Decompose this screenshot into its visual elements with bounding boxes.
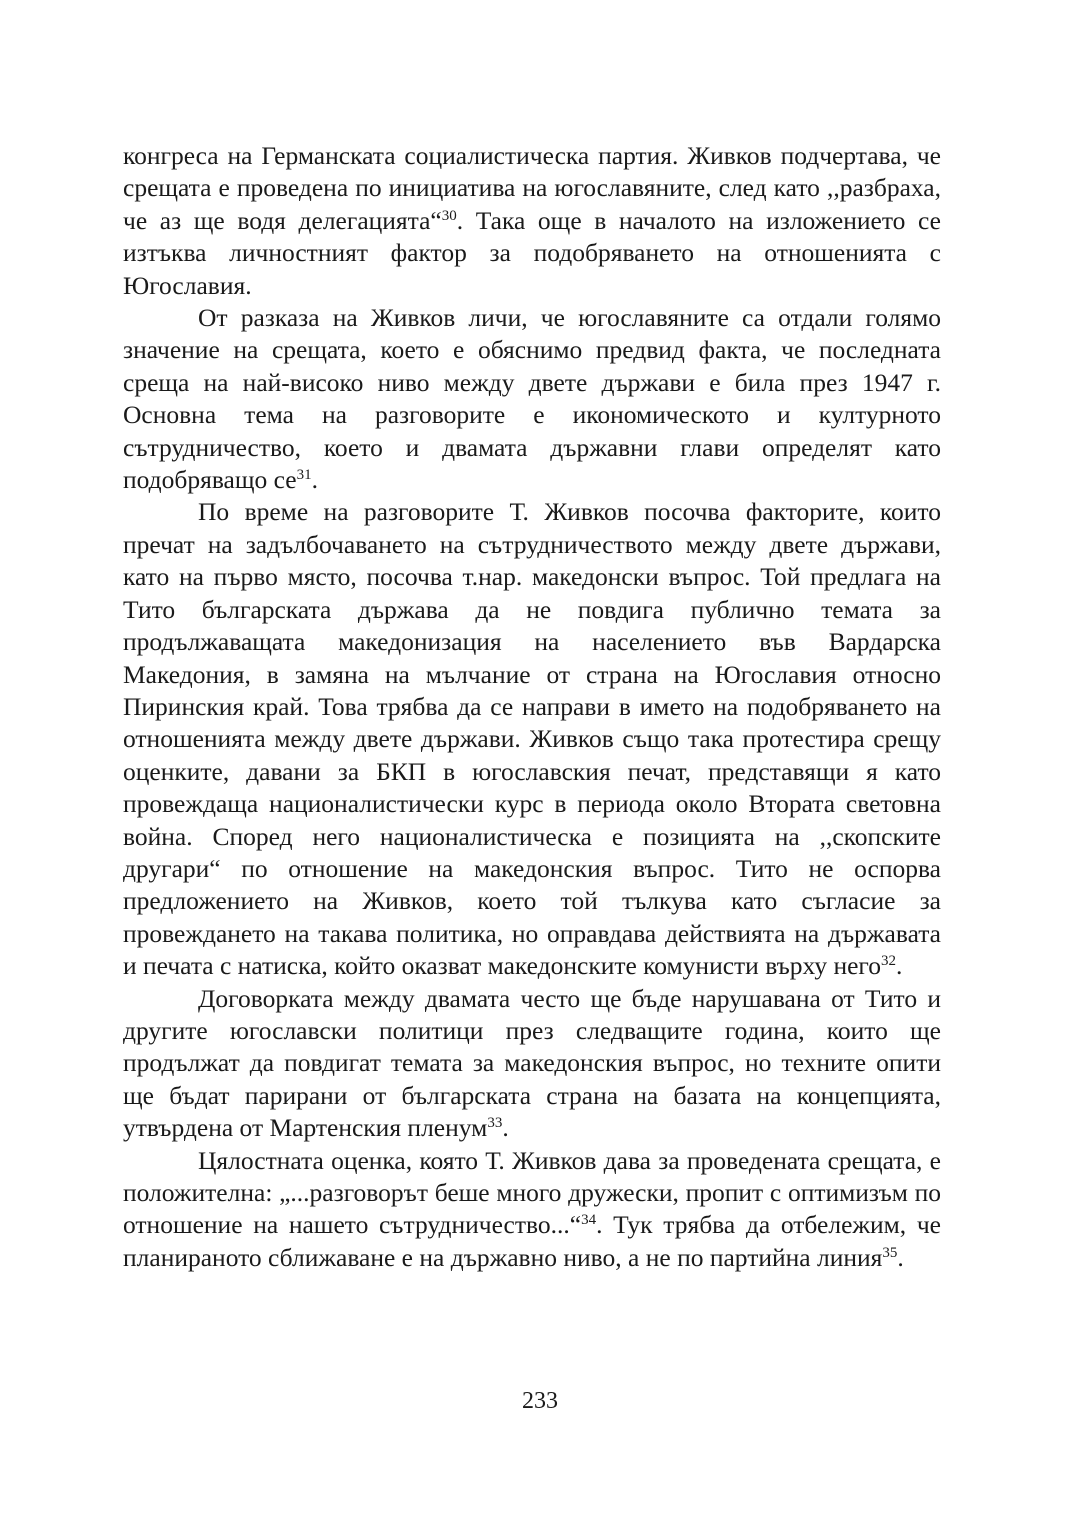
paragraph-5-text-1: Цялостната оценка, която Т. Живков дава за проведената срещата, е положителна: „...разговорът беше много дружески, пропит с оптимизъм по отношение на нашето сътрудничество...“ <box>123 1145 941 1240</box>
paragraph-3 <box>123 496 941 982</box>
paragraph-1-text-1: конгреса на Германската социалистическа партия. Живков подчертава, че срещата е проведена по инициатива на югославяните, след като ,,разбраха, че аз ще водя делегацията“ <box>123 141 941 235</box>
footnote-ref-35[interactable]: 35 <box>882 1244 898 1261</box>
paragraph-2-text-1: От разказа на Живков личи, че югославяните са отдали голямо значение на срещата, което е обяснимо предвид факта, че последната среща на най-високо ниво между двете държави е била през 1947 г. Основна тема на разговорите е икономическото и културното сътрудничество, което и двамата държавни глави определят като подобряващо се <box>123 303 941 495</box>
footnote-ref-32[interactable]: 32 <box>881 953 896 970</box>
paragraph-1-text-2: . Така още в началото на изложението се изтъква личностният фактор за подобряването на отношенията с Югославия. <box>123 205 941 300</box>
footnote-ref-30[interactable]: 30 <box>441 207 457 224</box>
page-body <box>123 140 941 1274</box>
paragraph-3-text-1: По време на разговорите Т. Живков посочва факторите, които пречат на задълбочаването на сътрудничеството между двете държави, като на първо място, посочва т.нар. македонски въпрос. Той предлага на Тито българската държава да не повдига публично темата за продължаващата македонизация на населението във Вардарска Македония, в замяна на мълчание от страна на Югославия относно Пиринския край. Това трябва да се направи в името на подобряването на отношенията между двете държави. Живков също така протестира срещу оценките, давани за БКП в югославския печат, представящи я като провеждаща националистически курс в периода около Втората световна война. Според него националистическа е позицията на ,,скопските другари“ по отношение на македонския въпрос. Тито не оспорва предложението на Живков, което той тълкува като съгласие за провеждането на такава политика, но оправдава действията на държавата и печата с натиска, който оказват македонските комунисти върху него <box>123 497 941 981</box>
paragraph-2 <box>123 302 941 496</box>
paragraph-1 <box>123 140 941 302</box>
paragraph-5-text-2: . Тук трябва да отбележим, че планираното сближаване е на държавно ниво, а не по партийна линия <box>123 1210 941 1272</box>
footnote-ref-33[interactable]: 33 <box>487 1115 503 1132</box>
paragraph-5-text-3: . <box>897 1242 904 1272</box>
paragraph-4 <box>123 983 941 1145</box>
paragraph-4-text-2: . <box>502 1113 509 1143</box>
page-number: 233 <box>522 1388 558 1414</box>
paragraph-4-text-1: Договорката между двамата често ще бъде нарушавана от Тито и другите югославски политици през следващите година, които ще продължат да повдигат темата за македонския въпрос, но техните опити ще бъдат парирани от българската страна на базата на концепцията, утвърдена от Мартенския пленум <box>123 983 941 1143</box>
footnote-ref-34[interactable]: 34 <box>581 1212 597 1229</box>
paragraph-2-text-2: . <box>311 465 318 495</box>
paragraph-5 <box>123 1145 941 1275</box>
paragraph-3-text-2: . <box>896 951 903 981</box>
footnote-ref-31[interactable]: 31 <box>296 467 312 484</box>
